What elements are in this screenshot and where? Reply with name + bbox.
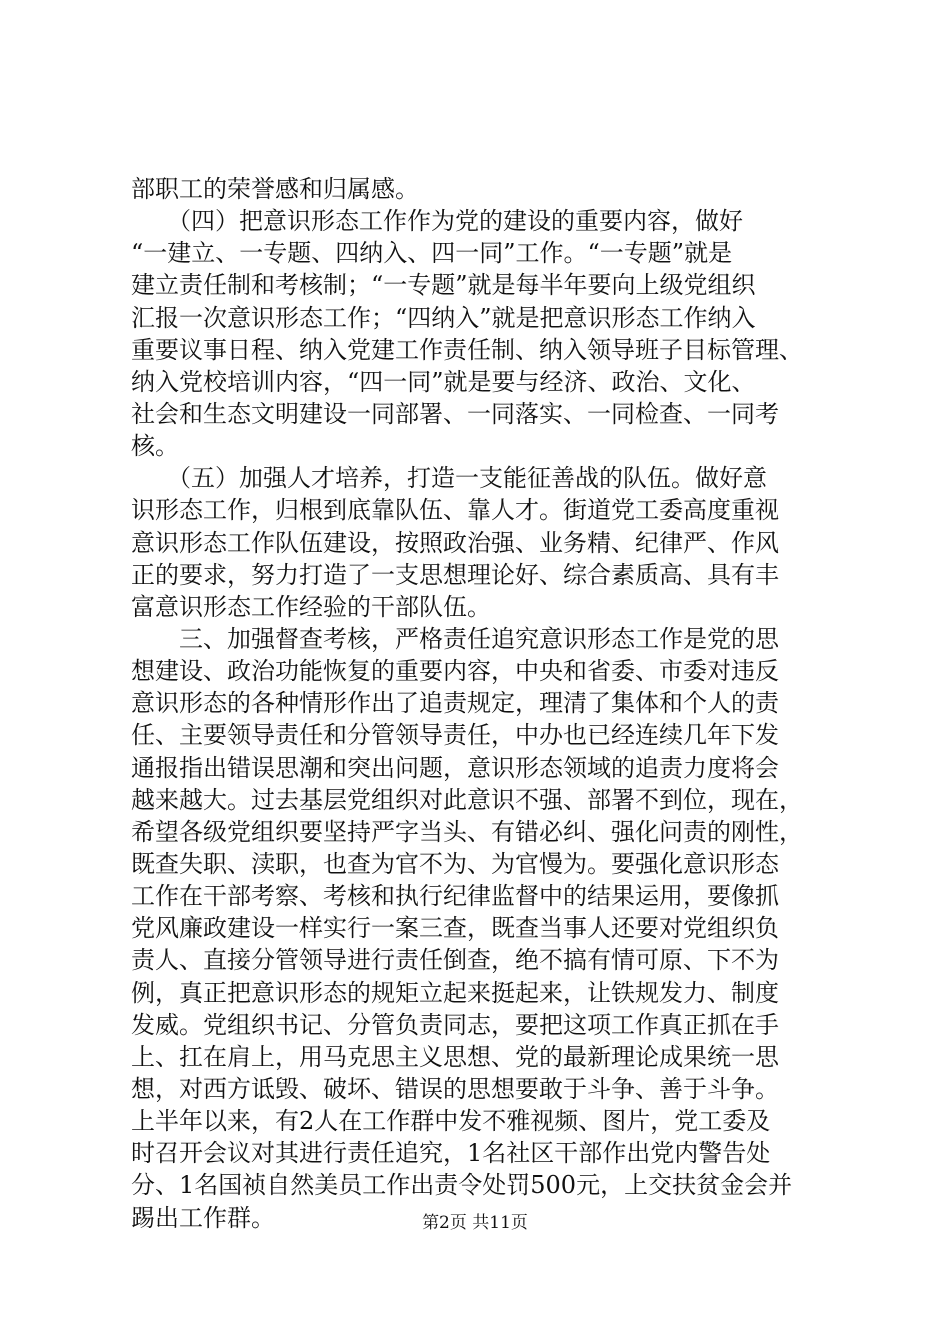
text-line: 任、主要领导责任和分管领导责任，中办也已经连续几年下发 (131, 721, 779, 750)
text-line: 上半年以来，有2人在工作群中发不雅视频、图片，党工委及 (131, 1107, 771, 1136)
text-line: 识形态工作，归根到底靠队伍、靠人才。街道党工委高度重视 (131, 496, 779, 525)
text-line: （五）加强人才培养，打造一支能征善战的队伍。做好意 (131, 464, 767, 493)
text-line: 意识形态工作队伍建设，按照政治强、业务精、纪律严、作风 (131, 528, 779, 557)
text-line: 想建设、政治功能恢复的重要内容，中央和省委、市委对违反 (131, 657, 779, 686)
text-line: 党风廉政建设一样实行一案三查，既查当事人还要对党组织负 (131, 914, 779, 943)
document-body (131, 173, 831, 1234)
text-line: 纳入党校培训内容，“四一同”就是要与经济、政治、文化、 (131, 367, 756, 396)
text-line: 想，对西方诋毁、破坏、错误的思想要敢于斗争、善于斗争。 (131, 1074, 779, 1103)
text-line: 三、加强督查考核，严格责任追究意识形态工作是党的思 (131, 624, 779, 653)
text-line: 部职工的荣誉感和归属感。 (131, 175, 419, 203)
text-line: 建立责任制和考核制；“一专题”就是每半年要向上级党组织 (131, 271, 756, 300)
page-number-footer: 第2页 共11页 (422, 1213, 528, 1233)
text-line: （四）把意识形态工作作为党的建设的重要内容，做好 (131, 207, 743, 236)
text-line: 越来越大。过去基层党组织对此意识不强、部署不到位，现在， (131, 785, 803, 814)
text-line: 核。 (131, 432, 179, 461)
text-line: 发威。党组织书记、分管负责同志，要把这项工作真正抓在手 (131, 1010, 779, 1039)
text-line: 工作在干部考察、考核和执行纪律监督中的结果运用，要像抓 (131, 882, 779, 911)
text-line: 重要议事日程、纳入党建工作责任制、纳入领导班子目标管理、 (131, 335, 803, 364)
text-line: 踢出工作群。 (131, 1203, 275, 1232)
text-line: 意识形态的各种情形作出了追责规定，理清了集体和个人的责 (131, 689, 779, 718)
text-line: “一建立、一专题、四纳入、四一同”工作。“一专题”就是 (131, 239, 733, 268)
text-line: 上、扛在肩上，用马克思主义思想、党的最新理论成果统一思 (131, 1042, 779, 1071)
text-line: 例，真正把意识形态的规矩立起来挺起来，让铁规发力、制度 (131, 978, 779, 1007)
text-line: 希望各级党组织要坚持严字当头、有错必纠、强化问责的刚性， (131, 817, 803, 846)
text-line: 通报指出错误思潮和突出问题，意识形态领域的追责力度将会 (131, 753, 779, 782)
text-line: 时召开会议对其进行责任追究，1名社区干部作出党内警告处 (131, 1139, 771, 1168)
text-line: 社会和生态文明建设一同部署、一同落实、一同检查、一同考 (131, 399, 779, 428)
text-line: 正的要求，努力打造了一支思想理论好、综合素质高、具有丰 (131, 560, 779, 589)
text-line: 富意识形态工作经验的干部队伍。 (131, 592, 491, 621)
text-line: 分、1名国祯自然美员工作出责令处罚500元，上交扶贫金会并 (131, 1171, 793, 1200)
text-line: 既查失职、渎职，也查为官不为、为官慢为。要强化意识形态 (131, 849, 779, 878)
text-line: 汇报一次意识形态工作；“四纳入”就是把意识形态工作纳入 (131, 303, 756, 332)
text-line: 责人、直接分管领导进行责任倒查，绝不搞有情可原、下不为 (131, 946, 779, 975)
